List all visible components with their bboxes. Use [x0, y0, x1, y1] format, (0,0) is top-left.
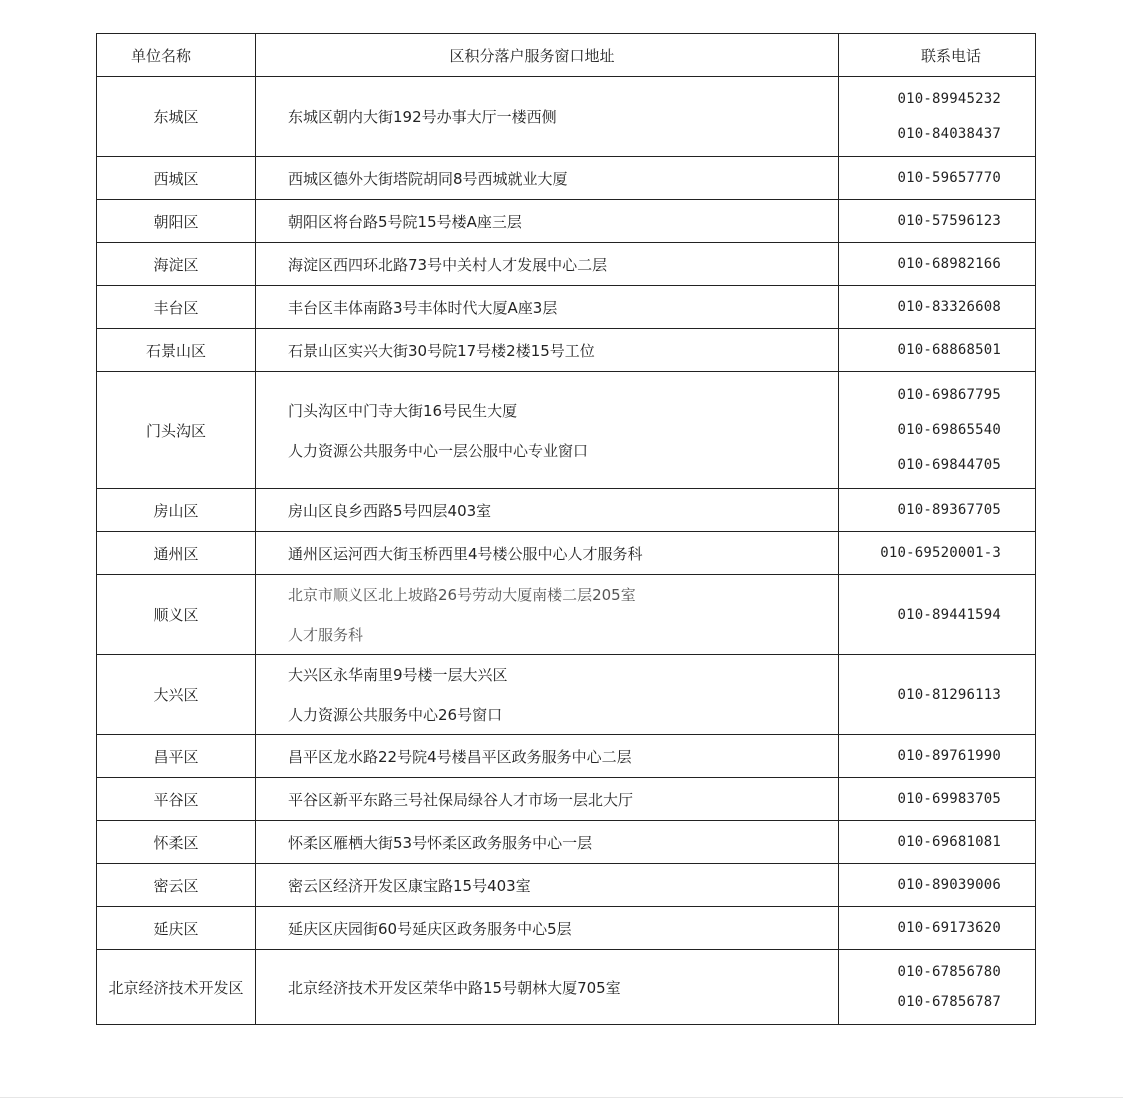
unit-name-cell: 门头沟区	[97, 372, 256, 489]
address-line: 丰台区丰体南路3号丰体时代大厦A座3层	[288, 298, 558, 317]
phone-lines	[839, 607, 1001, 623]
service-window-table	[96, 33, 1036, 1025]
address-line: 石景山区实兴大街30号院17号楼2楼15号工位	[288, 341, 595, 360]
address-lines	[288, 340, 838, 361]
phone-number: 010-89367705	[897, 502, 1001, 518]
address-line: 西城区德外大街塔院胡同8号西城就业大厦	[288, 169, 568, 188]
phone-lines	[839, 170, 1001, 186]
address-line: 门头沟区中门寺大街16号民生大厦	[288, 401, 518, 420]
address-lines	[288, 664, 838, 725]
table-row	[97, 489, 1036, 532]
unit-name-cell: 密云区	[97, 864, 256, 907]
address-cell	[256, 77, 839, 157]
phone-cell	[839, 286, 1036, 329]
phone-cell	[839, 77, 1036, 157]
phone-number: 010-69173620	[897, 920, 1001, 936]
unit-name-cell: 平谷区	[97, 778, 256, 821]
address-cell	[256, 950, 839, 1025]
table-header	[97, 34, 1036, 77]
unit-name-cell: 北京经济技术开发区	[97, 950, 256, 1025]
table-row	[97, 821, 1036, 864]
table-row	[97, 907, 1036, 950]
address-lines	[288, 875, 838, 896]
phone-cell	[839, 575, 1036, 655]
address-line: 通州区运河西大街玉桥西里4号楼公服中心人才服务科	[288, 544, 643, 563]
phone-number: 010-89945232	[897, 91, 1001, 107]
address-line: 平谷区新平东路三号社保局绿谷人才市场一层北大厅	[288, 790, 634, 809]
phone-cell	[839, 372, 1036, 489]
phone-number: 010-89039006	[897, 877, 1001, 893]
address-cell	[256, 489, 839, 532]
unit-name-cell: 大兴区	[97, 655, 256, 735]
table-row	[97, 655, 1036, 735]
phone-cell	[839, 735, 1036, 778]
phone-lines	[839, 834, 1001, 850]
phone-lines	[839, 299, 1001, 315]
unit-name-cell: 石景山区	[97, 329, 256, 372]
address-lines	[288, 106, 838, 127]
address-line: 东城区朝内大街192号办事大厅一楼西侧	[288, 108, 557, 126]
address-lines	[288, 297, 838, 318]
header-unit-name: 单位名称	[97, 34, 256, 77]
phone-lines	[839, 964, 1001, 1010]
phone-cell	[839, 864, 1036, 907]
address-lines	[288, 584, 838, 645]
phone-cell	[839, 907, 1036, 950]
phone-lines	[839, 256, 1001, 272]
unit-name-cell: 怀柔区	[97, 821, 256, 864]
table-row	[97, 372, 1036, 489]
phone-cell	[839, 489, 1036, 532]
phone-lines	[839, 687, 1001, 703]
phone-cell	[839, 200, 1036, 243]
address-cell	[256, 157, 839, 200]
address-cell	[256, 243, 839, 286]
address-lines	[288, 168, 838, 189]
address-cell	[256, 200, 839, 243]
address-lines	[288, 832, 838, 853]
phone-lines	[839, 387, 1001, 473]
header-window-address: 区积分落户服务窗口地址	[256, 34, 839, 77]
address-cell	[256, 575, 839, 655]
address-cell	[256, 907, 839, 950]
page-bottom-rule	[0, 1097, 1123, 1098]
phone-lines	[839, 342, 1001, 358]
address-cell	[256, 286, 839, 329]
table-row	[97, 532, 1036, 575]
address-lines	[288, 400, 838, 461]
header-contact-phone: 联系电话	[839, 34, 1036, 77]
table-row	[97, 864, 1036, 907]
phone-number: 010-68982166	[897, 256, 1001, 272]
address-cell	[256, 778, 839, 821]
address-cell	[256, 329, 839, 372]
phone-lines	[839, 545, 1001, 561]
phone-number: 010-59657770	[897, 170, 1001, 186]
address-lines	[288, 746, 838, 767]
phone-number: 010-67856787	[897, 994, 1001, 1010]
phone-number: 010-81296113	[897, 686, 1001, 703]
address-line: 海淀区西四环北路73号中关村人才发展中心二层	[288, 255, 608, 274]
phone-cell	[839, 950, 1036, 1025]
table-row	[97, 575, 1036, 655]
table-row	[97, 77, 1036, 157]
address-cell	[256, 372, 839, 489]
phone-number: 010-67856780	[897, 964, 1001, 980]
address-lines	[288, 977, 838, 998]
address-lines	[288, 789, 838, 810]
phone-lines	[839, 920, 1001, 936]
address-lines	[288, 211, 838, 232]
address-line: 人才服务科	[288, 626, 364, 644]
address-line: 昌平区龙水路22号院4号楼昌平区政务服务中心二层	[288, 747, 632, 766]
unit-name-cell: 顺义区	[97, 575, 256, 655]
header-row	[97, 34, 1036, 77]
table-body	[97, 77, 1036, 1025]
unit-name-cell: 西城区	[97, 157, 256, 200]
phone-number: 010-68868501	[897, 342, 1001, 358]
address-line: 人力资源公共服务中心26号窗口	[288, 706, 503, 724]
phone-number: 010-57596123	[897, 213, 1001, 229]
phone-number: 010-69681081	[897, 834, 1001, 850]
address-line: 房山区良乡西路5号四层403室	[288, 501, 492, 520]
unit-name-cell: 丰台区	[97, 286, 256, 329]
phone-number: 010-83326608	[897, 299, 1001, 315]
phone-lines	[839, 502, 1001, 518]
address-line: 怀柔区雁栖大街53号怀柔区政务服务中心一层	[288, 833, 593, 852]
phone-cell	[839, 243, 1036, 286]
address-cell	[256, 864, 839, 907]
address-lines	[288, 500, 838, 521]
phone-cell	[839, 157, 1036, 200]
unit-name-cell: 延庆区	[97, 907, 256, 950]
phone-lines	[839, 791, 1001, 807]
table-row	[97, 286, 1036, 329]
address-cell	[256, 821, 839, 864]
address-line: 北京市顺义区北上坡路26号劳动大厦南楼二层205室	[288, 586, 636, 604]
unit-name-cell: 朝阳区	[97, 200, 256, 243]
unit-name-cell: 东城区	[97, 77, 256, 157]
table-row	[97, 778, 1036, 821]
phone-cell	[839, 821, 1036, 864]
unit-name-cell: 昌平区	[97, 735, 256, 778]
phone-cell	[839, 329, 1036, 372]
phone-number: 010-69865540	[897, 422, 1001, 438]
address-line: 人力资源公共服务中心一层公服中心专业窗口	[288, 441, 589, 460]
phone-cell	[839, 778, 1036, 821]
address-cell	[256, 735, 839, 778]
phone-number: 010-69867795	[897, 387, 1001, 403]
address-lines	[288, 918, 838, 939]
phone-lines	[839, 748, 1001, 764]
address-line: 大兴区永华南里9号楼一层大兴区	[288, 666, 508, 684]
address-line: 密云区经济开发区康宝路15号403室	[288, 876, 531, 895]
phone-lines	[839, 877, 1001, 893]
phone-number: 010-69983705	[897, 791, 1001, 807]
phone-number: 010-89761990	[897, 748, 1001, 764]
phone-number: 010-89441594	[897, 606, 1001, 623]
unit-name-cell: 通州区	[97, 532, 256, 575]
phone-number: 010-84038437	[897, 126, 1001, 142]
phone-number: 010-69844705	[897, 457, 1001, 473]
unit-name-cell: 海淀区	[97, 243, 256, 286]
table-row	[97, 735, 1036, 778]
table-row	[97, 329, 1036, 372]
address-line: 延庆区庆园街60号延庆区政务服务中心5层	[288, 919, 572, 938]
table-row	[97, 243, 1036, 286]
address-line: 北京经济技术开发区荣华中路15号朝林大厦705室	[288, 978, 621, 997]
address-line: 朝阳区将台路5号院15号楼A座三层	[288, 212, 522, 231]
table-row	[97, 200, 1036, 243]
phone-lines	[839, 213, 1001, 229]
address-lines	[288, 543, 838, 564]
table-row	[97, 950, 1036, 1025]
phone-number: 010-69520001-3	[880, 545, 1001, 561]
phone-cell	[839, 655, 1036, 735]
unit-name-cell: 房山区	[97, 489, 256, 532]
address-lines	[288, 254, 838, 275]
phone-cell	[839, 532, 1036, 575]
address-cell	[256, 655, 839, 735]
address-cell	[256, 532, 839, 575]
phone-lines	[839, 91, 1001, 142]
table-row	[97, 157, 1036, 200]
